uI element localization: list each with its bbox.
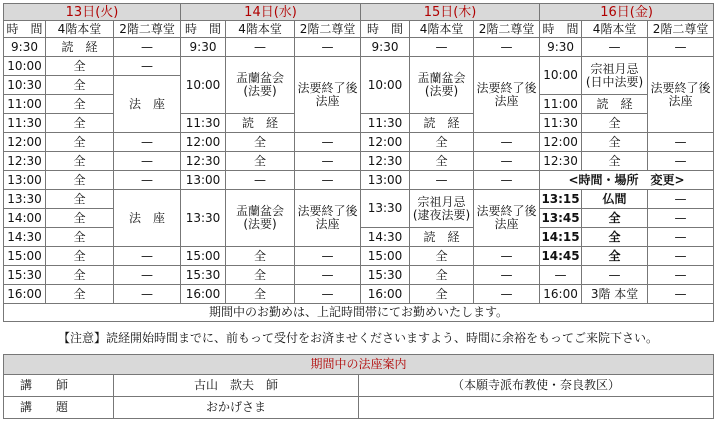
main-hall-cell: 全 [46,266,114,285]
hoza-guide-table [3,354,714,419]
time-cell: 9:30 [4,38,46,57]
col-time: 時 間 [540,21,582,38]
second-hall-cell: — [114,57,181,76]
second-hall-cell: — [114,285,181,304]
caution-note: 【注意】読経開始時間までに、前もって受付をお済ませくださいますよう、時間に余裕をもってご来院下さい。 [57,331,658,345]
second-hall-cell: — [474,285,540,304]
time-cell: 11:30 [181,114,226,133]
time-cell: 15:00 [361,247,410,266]
main-hall-cell: 全 [582,133,648,152]
empty-cell [359,397,714,419]
main-hall-cell: 全 [226,266,295,285]
main-hall-cell: 読 経 [226,114,295,133]
time-cell: 12:30 [361,152,410,171]
main-hall-cell: — [582,266,648,285]
main-hall-cell: 全 [226,247,295,266]
time-cell: 13:00 [361,171,410,190]
time-cell: 11:30 [361,114,410,133]
topic-label: 講 題 [4,397,114,419]
main-hall-cell: — [410,171,474,190]
time-cell: 12:30 [540,152,582,171]
main-hall-cell: 全 [46,57,114,76]
time-cell: 11:00 [4,95,46,114]
time-cell: 12:00 [361,133,410,152]
main-hall-cell: 全 [46,133,114,152]
second-hall-cell: — [295,247,361,266]
col-second-hall: 2階二尊堂 [295,21,361,38]
period-note: 期間中のお勤めは、上記時間帯にてお勤めいたします。 [4,304,714,322]
col-main-hall: 4階本堂 [226,21,295,38]
time-cell: 16:00 [181,285,226,304]
time-cell: 11:30 [4,114,46,133]
time-cell: 16:00 [540,285,582,304]
time-cell: 10:00 [361,57,410,114]
time-cell: 15:30 [181,266,226,285]
time-cell: 12:30 [4,152,46,171]
main-hall-cell: 全 [410,152,474,171]
main-hall-cell: 全 [226,152,295,171]
main-hall-cell: — [410,38,474,57]
second-hall-cell: — [648,285,714,304]
after-service-hoza-cell: 法要終了後 法座 [648,57,714,133]
time-cell: 14:45 [540,247,582,266]
col-second-hall: 2階二尊堂 [114,21,181,38]
lecturer-label: 講 師 [4,375,114,397]
main-hall-cell: 読 経 [410,114,474,133]
col-time: 時 間 [181,21,226,38]
time-cell: 13:30 [181,190,226,247]
hoza-cell: 法 座 [114,190,181,247]
time-cell: 14:30 [361,228,410,247]
topic-value: おかげさま [114,397,359,419]
table-row [4,171,714,190]
time-cell: 15:00 [4,247,46,266]
time-cell: 12:00 [4,133,46,152]
second-hall-cell: — [474,266,540,285]
table-row [4,38,714,57]
urabon-service-cell: 盂蘭盆会 (法要) [410,57,474,114]
time-cell: 13:00 [4,171,46,190]
second-hall-cell: — [648,190,714,209]
second-hall-cell: — [295,152,361,171]
main-hall-cell: 全 [46,247,114,266]
time-cell: 11:00 [540,95,582,114]
guide-title: 期間中の法座案内 [4,355,714,375]
main-hall-cell: 3階 本堂 [582,285,648,304]
time-cell: 9:30 [361,38,410,57]
second-hall-cell: — [648,38,714,57]
main-hall-cell: 全 [46,171,114,190]
second-hall-cell: — [114,38,181,57]
time-cell: — [540,266,582,285]
main-hall-cell: — [226,38,295,57]
table-row [4,266,714,285]
second-hall-cell: — [114,247,181,266]
second-hall-cell: — [474,171,540,190]
after-service-hoza-cell: 法要終了後 法座 [295,190,361,247]
main-hall-cell: 全 [46,152,114,171]
table-row [4,152,714,171]
schedule-change-notice: <時間・場所 変更> [540,171,714,190]
table-row [4,57,714,76]
main-hall-cell: 全 [46,95,114,114]
time-cell: 9:30 [181,38,226,57]
main-hall-cell: 全 [582,209,648,228]
day-header-16: 16日(金) [540,4,714,21]
table-row [4,247,714,266]
time-cell: 13:45 [540,209,582,228]
time-cell: 10:00 [181,57,226,114]
table-row [4,190,714,209]
main-hall-cell: — [582,38,648,57]
second-hall-cell: — [114,133,181,152]
day-header-14: 14日(水) [181,4,361,21]
main-hall-cell: 全 [46,190,114,209]
second-hall-cell: — [295,285,361,304]
second-hall-cell: — [295,133,361,152]
time-cell: 13:15 [540,190,582,209]
urabon-service-cell: 盂蘭盆会 (法要) [226,57,295,114]
main-hall-cell: 全 [410,133,474,152]
time-cell: 13:00 [181,171,226,190]
main-hall-cell: 全 [46,209,114,228]
col-main-hall: 4階本堂 [410,21,474,38]
time-cell: 12:00 [181,133,226,152]
main-hall-cell: 全 [226,133,295,152]
time-cell: 14:00 [4,209,46,228]
main-hall-cell: 読 経 [410,228,474,247]
col-main-hall: 4階本堂 [46,21,114,38]
col-second-hall: 2階二尊堂 [648,21,714,38]
schedule-table [3,3,714,322]
second-hall-cell: — [114,152,181,171]
lecturer-affiliation: （本願寺派布教使・奈良教区） [359,375,714,397]
second-hall-cell: — [474,38,540,57]
second-hall-cell: — [648,152,714,171]
day-header-13: 13日(火) [4,4,181,21]
second-hall-cell: — [474,247,540,266]
time-cell: 15:00 [181,247,226,266]
hinaka-service-cell: 宗祖月忌 (日中法要) [582,57,648,95]
time-cell: 9:30 [540,38,582,57]
time-cell: 14:30 [4,228,46,247]
time-cell: 13:30 [361,190,410,228]
main-hall-cell: — [226,171,295,190]
second-hall-cell: — [648,133,714,152]
time-cell: 15:30 [4,266,46,285]
time-cell: 12:00 [540,133,582,152]
time-cell: 16:00 [4,285,46,304]
col-main-hall: 4階本堂 [582,21,648,38]
time-cell: 15:30 [361,266,410,285]
main-hall-cell: 仏間 [582,190,648,209]
main-hall-cell: 全 [410,247,474,266]
second-hall-cell: — [648,266,714,285]
main-hall-cell: 読 経 [46,38,114,57]
main-hall-cell: 全 [226,285,295,304]
main-hall-cell: 全 [46,285,114,304]
second-hall-cell: — [474,152,540,171]
second-hall-cell: — [114,171,181,190]
second-hall-cell: — [114,266,181,285]
tsuya-service-cell: 宗祖月忌 (逮夜法要) [410,190,474,228]
main-hall-cell: 全 [582,228,648,247]
col-second-hall: 2階二尊堂 [474,21,540,38]
after-service-hoza-cell: 法要終了後 法座 [474,57,540,133]
main-hall-cell: 全 [582,247,648,266]
second-hall-cell: — [295,171,361,190]
second-hall-cell: — [295,266,361,285]
time-cell: 10:00 [4,57,46,76]
main-hall-cell: 全 [582,152,648,171]
second-hall-cell: — [648,228,714,247]
time-cell: 12:30 [181,152,226,171]
second-hall-cell: — [648,209,714,228]
second-hall-cell: — [474,133,540,152]
time-cell: 10:00 [540,57,582,95]
day-header-15: 15日(木) [361,4,540,21]
time-cell: 14:15 [540,228,582,247]
second-hall-cell: — [648,247,714,266]
col-time: 時 間 [361,21,410,38]
hoza-cell: 法 座 [114,76,181,133]
main-hall-cell: 全 [410,266,474,285]
urabon-service-cell: 盂蘭盆会 (法要) [226,190,295,247]
main-hall-cell: 全 [46,114,114,133]
second-hall-cell: — [295,38,361,57]
main-hall-cell: 全 [410,285,474,304]
col-time: 時 間 [4,21,46,38]
lecturer-name: 古山 款夫 師 [114,375,359,397]
time-cell: 10:30 [4,76,46,95]
after-service-hoza-cell: 法要終了後 法座 [295,57,361,133]
main-hall-cell: 全 [582,114,648,133]
main-hall-cell: 全 [46,76,114,95]
main-hall-cell: 全 [46,228,114,247]
table-row [4,133,714,152]
main-hall-cell: 読 経 [582,95,648,114]
time-cell: 11:30 [540,114,582,133]
time-cell: 13:30 [4,190,46,209]
after-service-hoza-cell: 法要終了後 法座 [474,190,540,247]
time-cell: 16:00 [361,285,410,304]
table-row [4,285,714,304]
